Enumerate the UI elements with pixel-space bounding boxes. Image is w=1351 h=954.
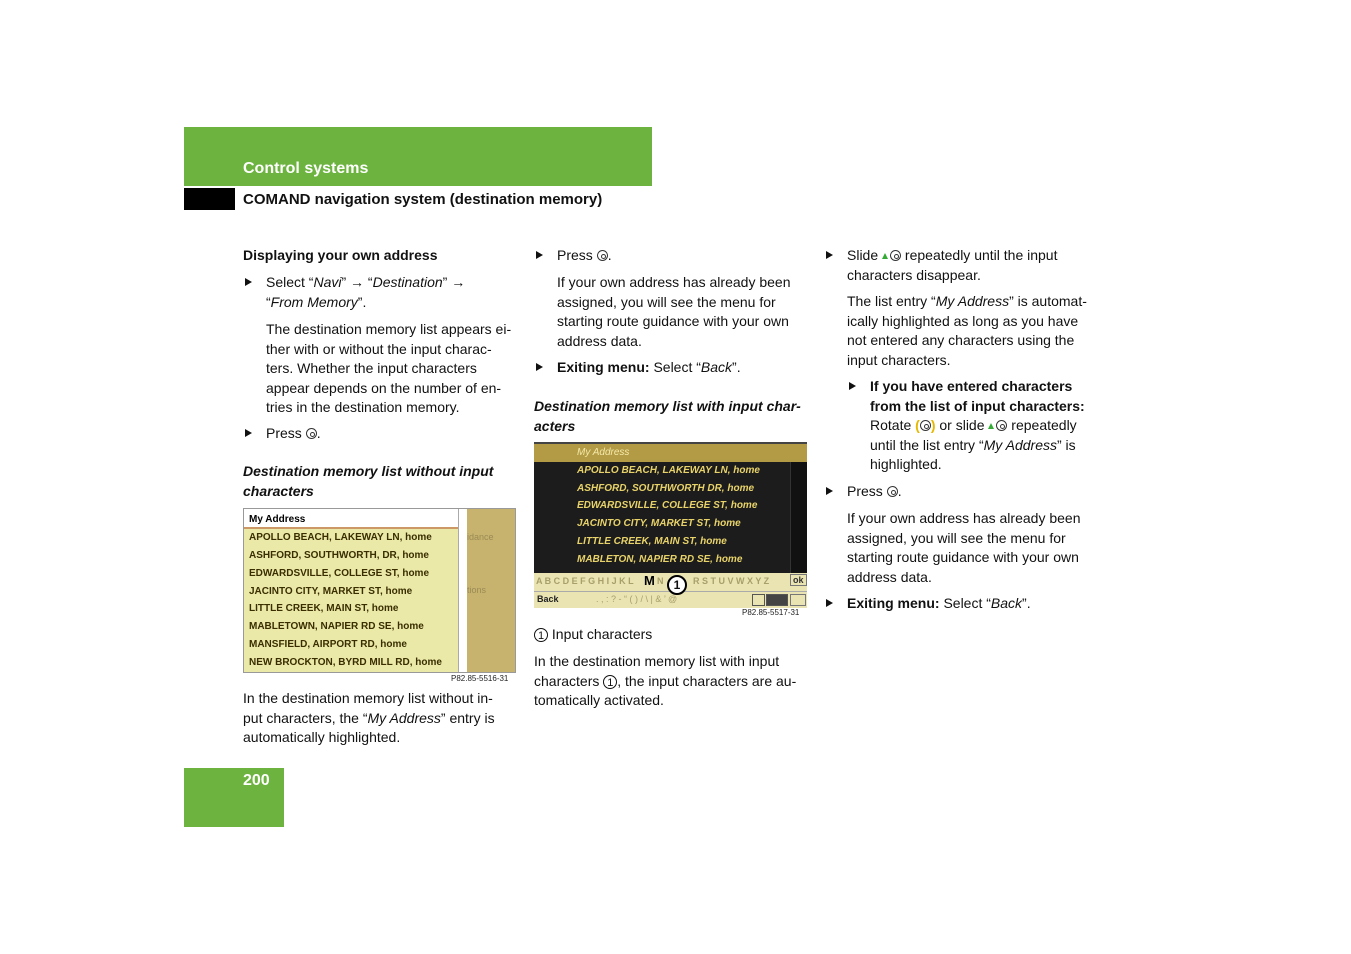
list-item: EDWARDSVILLE, COLLEGE ST, home (577, 500, 758, 511)
callout-1: 1 (667, 575, 687, 595)
col1-heading: Displaying your own address (243, 247, 438, 263)
selected-character: M (644, 573, 655, 588)
list-item: NEW BROCKTON, BYRD MILL RD, home (249, 657, 442, 668)
col3-exit: Exiting menu: Select “Back”. (847, 595, 1031, 611)
list-item: LITTLE CREEK, MAIN ST, home (577, 536, 727, 547)
rotate-icon: ( (915, 417, 920, 433)
col2-subheading: Destination memory list with input char- acters (534, 398, 801, 434)
col2-para1: If your own address has already been assigned, you will see the menu for starting route guidance with your own address data. (557, 274, 791, 349)
background-menu (467, 509, 516, 673)
slide-up-icon (882, 253, 888, 259)
bullet-triangle (245, 429, 252, 437)
subsection-marker (184, 188, 235, 210)
col3-para2: If your own address has already been assigned, you will see the menu for starting route guidance with your own address data. (847, 510, 1081, 585)
bullet-triangle (245, 278, 252, 286)
controller-icon (920, 420, 931, 431)
bullet-triangle (826, 487, 833, 495)
subsection-title: COMAND navigation system (destination memory) (243, 191, 603, 208)
bullet-triangle (849, 382, 856, 390)
controller-press-icon (306, 428, 317, 439)
col3-slide: Slide repeatedly until the input characters disappear. (847, 247, 1058, 283)
input-symbols-bar (534, 591, 807, 608)
list-item: My Address (577, 447, 630, 458)
col3-para1: The list entry “My Address” is automat- ically highlighted as long as you have not entered any characters using the input characters. (847, 293, 1087, 368)
col3-press: Press . (847, 483, 902, 499)
list-item: EDWARDSVILLE, COLLEGE ST, home (249, 568, 430, 579)
col1-press: Press . (266, 425, 321, 441)
col1-para1: The destination memory list appears ei- ther with or without the input charac- ters. Whether the input characters appear depends on the number of en- tries in the destination memory. (266, 321, 512, 415)
controller-icon (890, 250, 901, 261)
slide-up-icon (988, 423, 994, 429)
screen-without-input-characters (243, 508, 516, 673)
col1-subheading: Destination memory list without input characters (243, 463, 494, 499)
col2-para2: In the destination memory list with input characters 1 , the input characters are au- tomatically activated. (534, 653, 797, 708)
ok-key: ok (790, 574, 807, 586)
list-item: JACINTO CITY, MARKET ST, home (249, 586, 413, 597)
scrollbar (790, 462, 807, 573)
input-characters: R S T U V W X Y Z (693, 576, 770, 586)
col1-step1: Select “Navi” → “Destination” → “From Memory”. (266, 274, 466, 310)
highlight-bar (534, 444, 807, 462)
menu-label: tions (467, 585, 487, 595)
back-label: Back (537, 594, 559, 604)
screen-with-input-characters (534, 442, 807, 608)
list-item: JACINTO CITY, MARKET ST, home (577, 518, 741, 529)
figure-caption: P82.85-5517-31 (742, 608, 800, 617)
bullet-triangle (826, 599, 833, 607)
list-item: APOLLO BEACH, LAKEWAY LN, home (577, 465, 760, 476)
bullet-triangle (826, 251, 833, 259)
page-number: 200 (243, 772, 270, 789)
col2-press: Press . (557, 247, 612, 263)
bullet-triangle (536, 363, 543, 371)
list-item: ASHFORD, SOUTHWORTH DR, home (577, 483, 755, 494)
clear-icon (790, 594, 806, 606)
col3-subitem: If you have entered characters from the list of input characters: Rotate ( ) or slide repeatedly until the list entry “My Address” is highlighted. (870, 378, 1085, 472)
list-item: MANSFIELD, AIRPORT RD, home (249, 639, 407, 650)
list-item: LITTLE CREEK, MAIN ST, home (249, 603, 399, 614)
controller-press-icon (597, 250, 608, 261)
col2-legend: 1 Input characters (534, 625, 652, 645)
section-title: Control systems (243, 160, 369, 177)
controller-press-icon (887, 486, 898, 497)
input-symbols: . , : ? - “ ( ) / \ | & ’ @ (596, 594, 678, 604)
ellipsis-icon (752, 594, 765, 606)
keyboard-icon (766, 594, 788, 606)
controller-icon (996, 420, 1007, 431)
menu-label: idance (467, 532, 494, 542)
list-item: My Address (249, 514, 306, 525)
figure-caption: P82.85-5516-31 (451, 674, 509, 683)
input-characters: A B C D E F G H I J K L (536, 576, 634, 586)
list-item: APOLLO BEACH, LAKEWAY LN, home (249, 532, 432, 543)
col1-para2: In the destination memory list without in- put characters, the “My Address” entry is automatically highlighted. (243, 690, 495, 745)
list-item: MABLETOWN, NAPIER RD SE, home (249, 621, 424, 632)
list-item: MABLETON, NAPIER RD SE, home (577, 554, 743, 565)
col2-exit: Exiting menu: Select “Back”. (557, 359, 741, 375)
input-characters: N (657, 576, 664, 586)
bullet-triangle (536, 251, 543, 259)
rotate-icon: ) (930, 417, 936, 433)
list-item: ASHFORD, SOUTHWORTH, DR, home (249, 550, 429, 561)
